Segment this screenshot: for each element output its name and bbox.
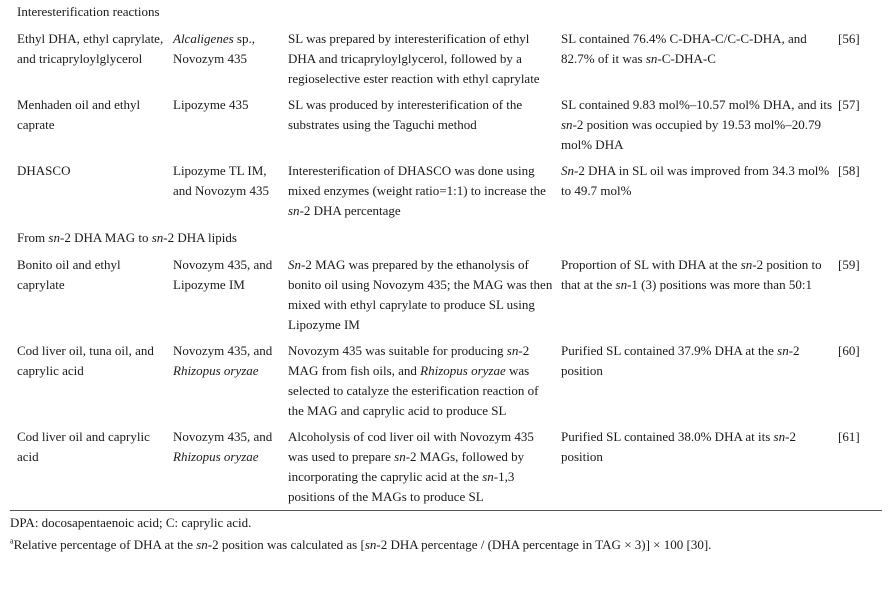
section-text-3: -2 DHA lipids bbox=[163, 230, 237, 245]
result-italic: sn bbox=[561, 117, 573, 132]
enzyme-cell bbox=[173, 29, 285, 69]
result-italic: Sn bbox=[561, 163, 574, 178]
substrate-cell: DHASCO bbox=[17, 163, 71, 178]
method-text-3: was selected to catalyze the esterification reaction of the MAG and caprylic acid to produce SL bbox=[288, 363, 539, 418]
method-text-2: -2 DHA percentage bbox=[299, 203, 401, 218]
method-italic: Sn bbox=[288, 257, 301, 272]
result-cell bbox=[561, 341, 833, 381]
result-text: SL contained 9.83 mol%–10.57 mol% DHA, and its bbox=[561, 97, 833, 112]
footnote-text-3: -2 DHA percentage / (DHA percentage in TAG × 3)] × 100 [30]. bbox=[376, 537, 712, 552]
enzyme-cell bbox=[173, 427, 285, 467]
method-text: -2 MAG was prepared by the ethanolysis of bonito oil using Novozym 435; the MAG was then mixed with ethyl caprylate to produce SL using Lipozyme IM bbox=[288, 257, 553, 332]
result-italic: sn bbox=[740, 257, 753, 272]
result-text-2: -2 position was occupied by 19.53 mol%–20.79 mol% DHA bbox=[561, 117, 821, 152]
enzyme-italic: Alcaligenes bbox=[173, 31, 234, 46]
method-cell bbox=[288, 255, 556, 335]
method-cell bbox=[288, 161, 556, 221]
enzyme-text: sp., Novozym 435 bbox=[173, 31, 255, 66]
section-italic: sn bbox=[48, 230, 60, 245]
method-italic: sn bbox=[506, 343, 519, 358]
enzyme-cell: Lipozyme 435 bbox=[173, 97, 249, 112]
result-text-2: -C-DHA-C bbox=[657, 51, 716, 66]
reference-cell: [59] bbox=[838, 257, 860, 272]
method-text-2: -2 MAGs, followed by incorporating the caprylic acid at the bbox=[288, 449, 525, 484]
method-italic-2: Rhizopus oryzae bbox=[420, 363, 506, 378]
result-text: Purified SL contained 37.9% DHA at the bbox=[561, 343, 778, 358]
substrate-cell: Bonito oil and ethyl caprylate bbox=[17, 257, 121, 292]
footnote-italic: sn bbox=[196, 537, 208, 552]
result-text: Purified SL contained 38.0% DHA at its bbox=[561, 429, 774, 444]
footnote-text: Relative percentage of DHA at the bbox=[13, 537, 197, 552]
reference-cell: [61] bbox=[838, 429, 860, 444]
footnote-italic-2: sn bbox=[364, 537, 377, 552]
section-italic-2: sn bbox=[151, 230, 164, 245]
method-text: Alcoholysis of cod liver oil with Novozym 435 was used to prepare bbox=[288, 429, 534, 464]
method-italic: sn bbox=[288, 203, 300, 218]
footnote-marker: a bbox=[10, 536, 14, 546]
section-text: From bbox=[17, 230, 49, 245]
reference-cell: [57] bbox=[838, 97, 860, 112]
substrate-cell: Menhaden oil and ethyl caprate bbox=[17, 97, 141, 132]
method-text-2: -2 MAG from fish oils, and bbox=[288, 343, 530, 378]
enzyme-text: Novozym 435, and bbox=[173, 343, 273, 358]
method-cell bbox=[288, 427, 556, 507]
method-text: Novozym 435 was suitable for producing bbox=[288, 343, 507, 358]
result-italic: sn bbox=[645, 51, 658, 66]
substrate-cell: Cod liver oil and caprylic acid bbox=[17, 429, 150, 464]
result-text-2: -2 position to that at the bbox=[561, 257, 822, 292]
method-italic: sn bbox=[394, 449, 406, 464]
method-cell: SL was prepared by interesterification of ethyl DHA and tricapryloylglycerol, followed by a regioselective ester reaction with ethyl caprylate bbox=[288, 31, 540, 86]
footnote-text-2: -2 position was calculated as [ bbox=[207, 537, 365, 552]
result-cell bbox=[561, 95, 833, 155]
result-italic: sn bbox=[773, 429, 786, 444]
result-cell bbox=[561, 427, 833, 467]
method-cell bbox=[288, 341, 556, 421]
section-heading-mag bbox=[17, 228, 237, 248]
result-text: SL contained 76.4% C-DHA-C/C-C-DHA, and 82.7% of it was bbox=[561, 31, 807, 66]
enzyme-text: Novozym 435, and bbox=[173, 429, 273, 444]
enzyme-cell bbox=[173, 341, 285, 381]
method-text: Interesterification of DHASCO was done using mixed enzymes (weight ratio=1:1) to increase the bbox=[288, 163, 546, 198]
result-text: -2 DHA in SL oil was improved from 34.3 mol% to 49.7 mol% bbox=[561, 163, 830, 198]
footnote-a bbox=[10, 535, 711, 555]
method-cell: SL was produced by interesterification of the substrates using the Taguchi method bbox=[288, 97, 523, 132]
enzyme-italic: Rhizopus oryzae bbox=[173, 363, 259, 378]
result-italic-2: sn bbox=[615, 277, 628, 292]
result-text-3: -1 (3) positions was more than 50:1 bbox=[627, 277, 812, 292]
result-text: Proportion of SL with DHA at the bbox=[561, 257, 741, 272]
substrate-cell: Ethyl DHA, ethyl caprylate, and tricapryloylglycerol bbox=[17, 31, 164, 66]
table-bottom-rule bbox=[10, 510, 882, 511]
result-cell bbox=[561, 255, 833, 295]
section-heading-interesterification: Interesterification reactions bbox=[17, 4, 160, 19]
enzyme-cell: Lipozyme TL IM, and Novozym 435 bbox=[173, 163, 270, 198]
method-text-3: -1,3 positions of the MAGs to produce SL bbox=[288, 469, 515, 504]
enzyme-italic: Rhizopus oryzae bbox=[173, 449, 259, 464]
enzyme-cell: Novozym 435, and Lipozyme IM bbox=[173, 257, 273, 292]
result-italic: sn bbox=[777, 343, 789, 358]
result-text-2: -2 position bbox=[561, 429, 796, 464]
reference-cell: [58] bbox=[838, 163, 860, 178]
footnote-abbreviations: DPA: docosapentaenoic acid; C: caprylic acid. bbox=[10, 515, 252, 530]
reference-cell: [56] bbox=[838, 31, 860, 46]
result-cell bbox=[561, 29, 833, 69]
substrate-cell: Cod liver oil, tuna oil, and caprylic acid bbox=[17, 343, 154, 378]
result-text-2: -2 position bbox=[561, 343, 800, 378]
result-cell bbox=[561, 161, 833, 201]
section-text-2: -2 DHA MAG to bbox=[59, 230, 152, 245]
reference-cell: [60] bbox=[838, 343, 860, 358]
method-italic-2: sn bbox=[482, 469, 494, 484]
